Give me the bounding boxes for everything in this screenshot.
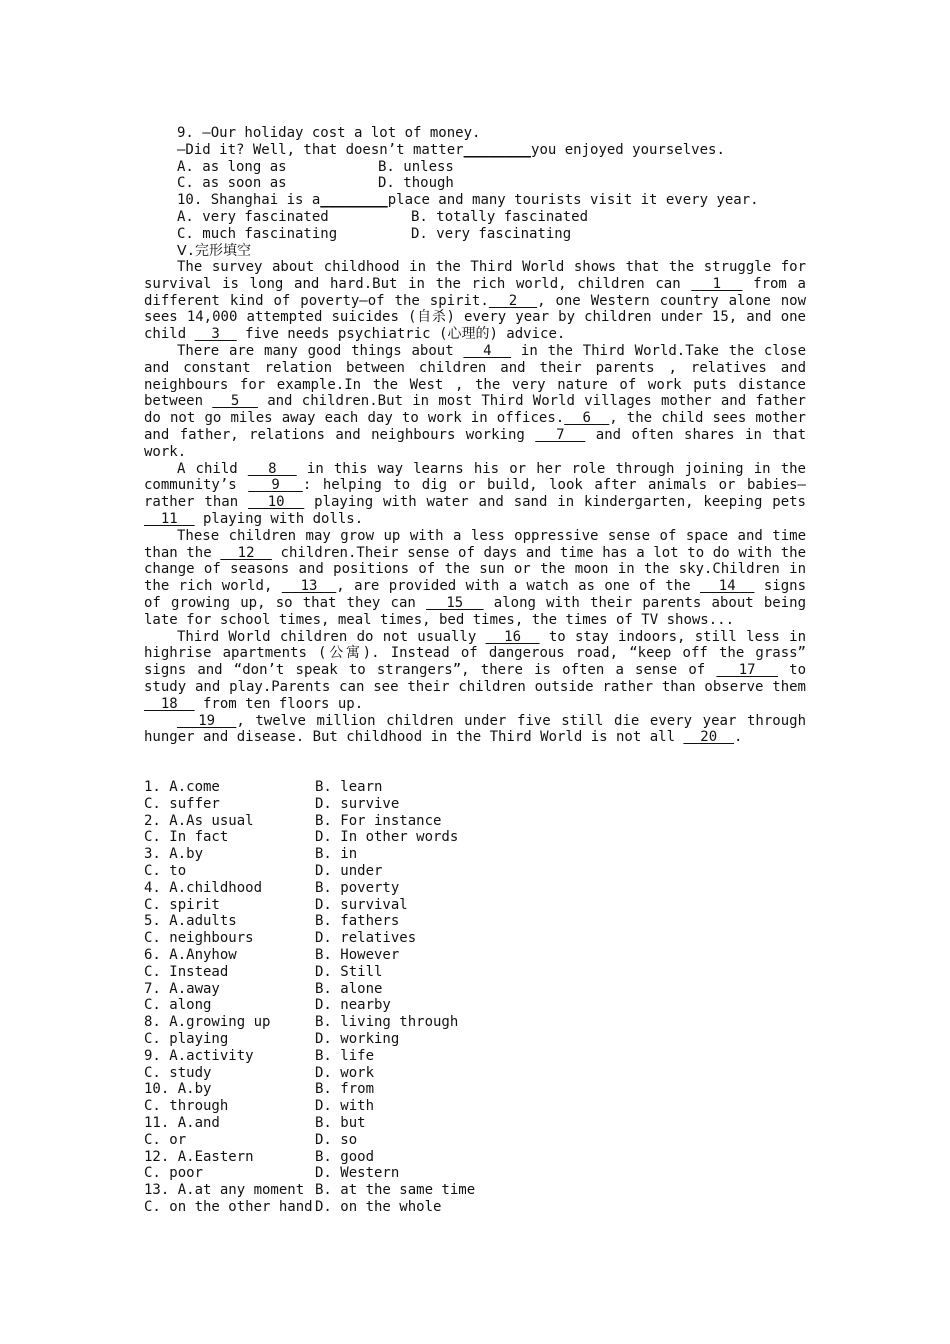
section-title: Ⅴ.完形填空 [177,242,252,259]
q10-option-b: B. totally fascinated [411,208,589,225]
q10-stem [144,192,806,209]
option-row [144,1149,806,1166]
option-row [144,1031,806,1048]
option-left: 4. A.childhood [144,879,263,896]
option-left: 9. A.activity [144,1047,254,1064]
blank-18: 18 [144,695,195,712]
passage-paragraph-1: The survey about childhood in the Third World shows that the struggle for survival is long and hard.But in the rich world, children can 1 from a different kind of poverty—of the spirit. 2 , one Western country alone now sees 14,000 attempted suicides (自杀) every year by children under 15, and one child 3 five needs psychiatric (心理的) advice. [144,259,806,343]
q9-option-c: C. as soon as [177,175,287,192]
option-right: B. learn [315,779,383,795]
option-row [144,1165,806,1182]
option-left: 6. A.Anyhow [144,946,237,963]
option-left: 11. A.and [144,1114,220,1131]
option-row [144,796,806,813]
option-left: C. on the other hand [144,1198,313,1215]
q10-option-c: C. much fascinating [177,225,338,242]
blank-14: 14 [699,578,755,595]
option-right: D. working [315,1030,400,1047]
option-left: C. to [144,862,187,879]
blank-5: 5 [212,393,258,410]
q9-options-row-1 [144,159,806,176]
option-left: 5. A.adults [144,913,237,930]
option-left: 2. A.As usual [144,812,254,829]
questions-9-10 [144,125,806,259]
blank-10: 10 [248,494,305,511]
blank-13: 13 [281,578,337,595]
blank-16: 16 [485,628,540,645]
blank-15: 15 [426,594,484,611]
blank-20: 20 [683,729,735,746]
option-row [144,1048,806,1065]
option-row [144,981,806,998]
option-row [144,997,806,1014]
option-right: D. under [315,862,383,879]
option-right: B. in [315,846,358,863]
option-right: B. from [315,1081,375,1098]
blank-1: 1 [691,275,743,292]
option-right: B. For instance [315,812,442,829]
option-row [144,947,806,964]
blank-19: 19 [177,712,237,729]
option-right: D. Western [315,1165,400,1182]
blank-3: 3 [194,326,237,343]
q10-text-pre: 10. Shanghai is a [177,192,321,209]
option-row [144,813,806,830]
option-right: D. with [315,1098,375,1115]
blank-4: 4 [463,342,512,359]
blank-9: 9 [248,477,303,494]
q10-options-row-1 [144,209,806,226]
option-row [144,1098,806,1115]
cloze-passage [144,259,806,746]
option-right: D. nearby [315,997,391,1014]
option-left: 3. A.by [144,846,204,863]
q10-blank: ________ [320,192,388,209]
option-left: C. playing [144,1030,229,1047]
blank-7: 7 [535,426,586,443]
option-row [144,829,806,846]
option-right: D. survival [315,896,408,913]
option-row [144,1132,806,1149]
option-left: C. suffer [144,795,220,812]
q9-dialogue [144,142,806,159]
blank-2: 2 [488,292,538,309]
option-row [144,1014,806,1031]
option-right: D. on the whole [315,1198,442,1215]
blank-8: 8 [247,460,297,477]
option-left: C. Instead [144,963,229,980]
blank-6: 6 [564,410,610,427]
option-row [144,863,806,880]
passage-paragraph-4: These children may grow up with a less oppressive sense of space and time than the 12 children.Their sense of days and time has a lot to do with the change of seasons and positions of the sun or the moon in the sky.Children in the rich world, 13 , are provided with a watch as one of the 14 signs of growing up, so that they can 15 along with their parents about being late for school times, meal times, bed times, the times of TV shows... [144,527,806,628]
q9-blank: ________ [463,141,532,158]
q9-option-a: A. as long as [177,158,287,175]
option-left: C. or [144,1131,187,1148]
option-left: C. In fact [144,829,229,846]
passage-paragraph-5: Third World children do not usually 16 to stay indoors, still less in highrise apartments (公寓). Instead of dangerous road, “keep off the grass” signs and “don’t speak to strangers”, there is often a sense of 17 to study and play.Parents can see their children outside rather than observe them 18 from ten floors up. [144,628,807,712]
option-right: D. so [315,1131,358,1148]
q9-options-row-2 [144,175,806,192]
option-left: 13. A.at any moment [144,1182,305,1199]
option-right: B. life [315,1047,375,1064]
option-left: C. through [144,1098,229,1115]
option-row [144,913,806,930]
option-right: B. alone [315,980,383,997]
option-right: D. work [315,1064,375,1081]
option-left: C. study [144,1064,212,1081]
option-right: B. However [315,946,400,963]
option-left: 12. A.Eastern [144,1148,254,1165]
option-right: B. good [315,1148,375,1165]
option-left: 7. A.away [144,980,220,997]
option-right: B. living through [315,1014,459,1031]
option-left: 10. A.by [144,1081,212,1098]
option-row [144,1081,806,1098]
q10-text-post: place and many tourists visit it every year. [387,192,759,209]
option-row [144,1182,806,1199]
option-row [144,930,806,947]
passage-paragraph-6: 19 , twelve million children under five still die every year through hunger and disease. But childhood in the Third World is not all 20 . [144,712,806,746]
option-right: B. at the same time [315,1182,476,1199]
option-right: D. relatives [315,930,417,947]
blank-12: 12 [220,544,272,561]
passage-paragraph-2: There are many good things about 4 in the Third World.Take the close and constant relation between children and their parents , relatives and neighbours for example.In the West , the very nature of work puts distance between 5 and children.But in most Third World villages mother and father do not go miles away each day to work in offices. 6 , the child sees mother and father, relations and neighbours working 7 and often shares in that work. [144,342,807,460]
option-left: 8. A.growing up [144,1014,271,1031]
q9-stem: 9. —Our holiday cost a lot of money. [177,125,481,141]
option-row [144,897,806,914]
passage-paragraph-3: A child 8 in this way learns his or her role through joining in the community’s 9 : helping to dig or build, look after animals or babies—rather than 10 playing with water and sand in kindergarten, keeping pets 11 playing with dolls. [144,460,806,527]
option-right: B. but [315,1114,366,1131]
option-row [144,880,806,897]
blank-17: 17 [716,662,778,679]
blank-11: 11 [144,510,195,527]
option-left: C. neighbours [144,930,254,947]
option-row [144,1115,806,1132]
answer-options [144,779,806,1216]
option-row [144,779,806,796]
option-row [144,1199,806,1216]
q10-options-row-2 [144,226,806,243]
q9-option-b: B. unless [378,158,454,175]
q9-text-post: you enjoyed yourselves. [531,141,725,158]
q10-option-a: A. very fascinated [177,208,329,225]
option-right: D. survive [315,795,400,812]
option-left: C. poor [144,1165,204,1182]
option-left: C. along [144,997,212,1014]
option-right: D. In other words [315,829,459,846]
option-row [144,1065,806,1082]
option-row [144,964,806,981]
option-right: B. fathers [315,913,400,930]
q10-option-d: D. very fascinating [411,225,572,242]
option-row [144,846,806,863]
option-right: D. Still [315,963,383,980]
option-left: C. spirit [144,896,220,913]
option-left: 1. A.come [144,779,220,795]
q9-option-d: D. though [378,175,454,192]
q9-text-pre: —Did it? Well, that doesn’t matter [177,141,464,158]
option-right: B. poverty [315,879,400,896]
